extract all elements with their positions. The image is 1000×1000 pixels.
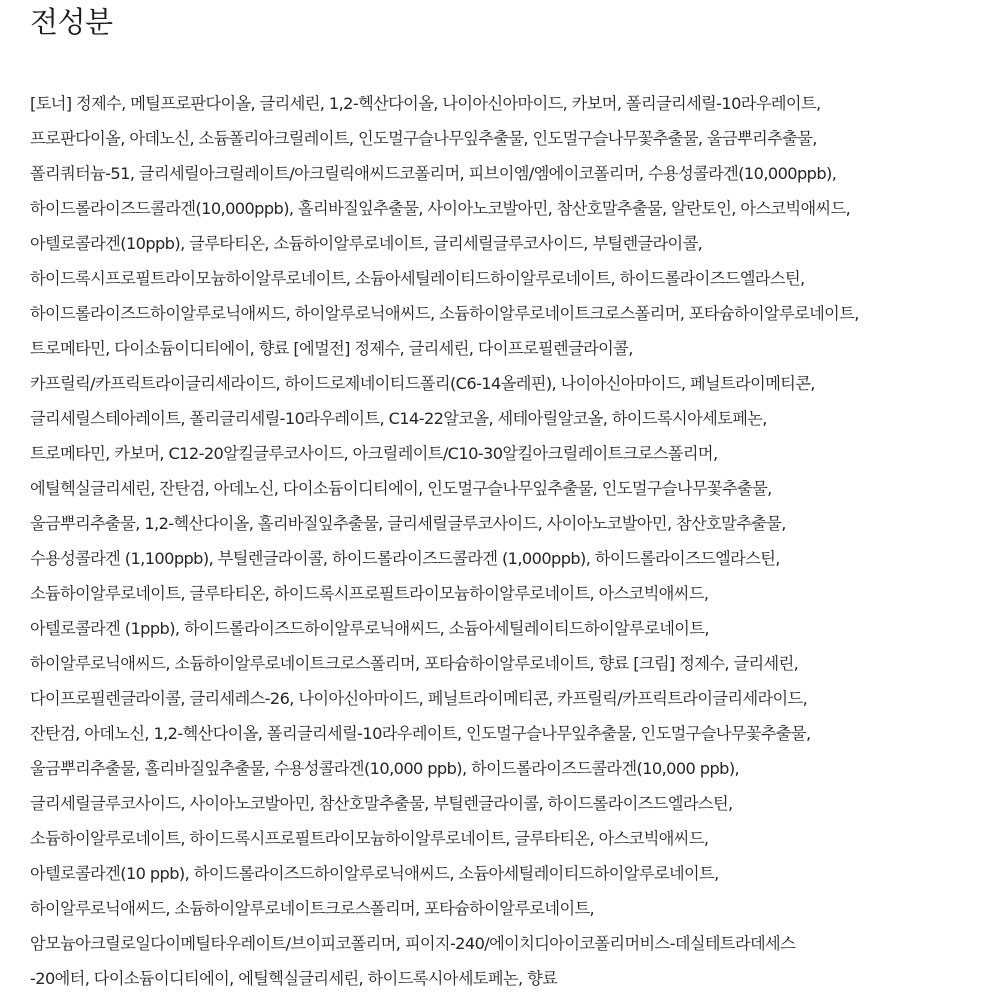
ingredients-line: 하이드록시프로필트라이모늄하이알루로네이트, 소듐아세틸레이티드하이알루로네이트, 하이드롤라이즈드엘라스틴,	[30, 269, 805, 288]
ingredients-line: 아텔로콜라겐(10ppb), 글루타티온, 소듐하이알루로네이트, 글리세릴글루코사이드, 부틸렌글라이콜,	[30, 234, 703, 253]
ingredients-line: 하이알루로닉애씨드, 소듐하이알루로네이트크로스폴리머, 포타슘하이알루로네이트, 향료 [크림] 정제수, 글리세린,	[30, 654, 799, 673]
ingredients-line: -20에터, 다이소듐이디티에이, 에틸헥실글리세린, 하이드록시아세토페논, 향료	[30, 969, 558, 988]
ingredients-line: 아텔로콜라겐(10 ppb), 하이드롤라이즈드하이알루로닉애씨드, 소듐아세틸레이티드하이알루로네이트,	[30, 864, 719, 883]
ingredients-line: 암모늄아크릴로일다이메틸타우레이트/브이피코폴리머, 피이지-240/에이치디아이코폴리머비스-데실테트라데세스	[30, 934, 796, 953]
ingredients-line: 울금뿌리추출물, 1,2-헥산다이올, 홀리바질잎추출물, 글리세릴글루코사이드, 사이아노코발아민, 참산호말추출물,	[30, 514, 786, 533]
ingredients-line: 수용성콜라겐 (1,100ppb), 부틸렌글라이콜, 하이드롤라이즈드콜라겐 (1,000ppb), 하이드롤라이즈드엘라스틴,	[30, 549, 780, 568]
ingredients-line: 하이드롤라이즈드하이알루로닉애씨드, 하이알루로닉애씨드, 소듐하이알루로네이트크로스폴리머, 포타슘하이알루로네이트,	[30, 304, 859, 323]
ingredients-line: 글리세릴글루코사이드, 사이아노코발아민, 참산호말추출물, 부틸렌글라이콜, 하이드롤라이즈드엘라스틴,	[30, 794, 733, 813]
ingredients-list	[30, 86, 990, 996]
ingredients-line: 카프릴릭/카프릭트라이글리세라이드, 하이드로제네이티드폴리(C6-14올레핀), 나이아신아마이드, 페닐트라이메티콘,	[30, 374, 815, 393]
ingredients-line: 다이프로필렌글라이콜, 글리세레스-26, 나이아신아마이드, 페닐트라이메티콘, 카프릴릭/카프릭트라이글리세라이드,	[30, 689, 808, 708]
ingredients-line: 폴리쿼터늄-51, 글리세릴아크릴레이트/아크릴릭애씨드코폴리머, 피브이엠/엠에이코폴리머, 수용성콜라겐(10,000ppb),	[30, 164, 837, 183]
ingredients-line: 하이드롤라이즈드콜라겐(10,000ppb), 홀리바질잎추출물, 사이아노코발아민, 참산호말추출물, 알란토인, 아스코빅애씨드,	[30, 199, 851, 218]
ingredients-line: 트로메타민, 카보머, C12-20알킬글루코사이드, 아크릴레이트/C10-30알킬아크릴레이트크로스폴리머,	[30, 444, 718, 463]
page-title: 전성분	[30, 5, 113, 39]
ingredients-line: 울금뿌리추출물, 홀리바질잎추출물, 수용성콜라겐(10,000 ppb), 하이드롤라이즈드콜라겐(10,000 ppb),	[30, 759, 740, 778]
ingredients-line: [토너] 정제수, 메틸프로판다이올, 글리세린, 1,2-헥산다이올, 나이아신아마이드, 카보머, 폴리글리세릴-10라우레이트,	[30, 94, 821, 113]
ingredients-line: 에틸헥실글리세린, 잔탄검, 아데노신, 다이소듐이디티에이, 인도멀구슬나무잎추출물, 인도멀구슬나무꽃추출물,	[30, 479, 772, 498]
ingredients-line: 프로판다이올, 아데노신, 소듐폴리아크릴레이트, 인도멀구슬나무잎추출물, 인도멀구슬나무꽃추출물, 울금뿌리추출물,	[30, 129, 817, 148]
ingredients-line: 소듐하이알루로네이트, 하이드록시프로필트라이모늄하이알루로네이트, 글루타티온, 아스코빅애씨드,	[30, 829, 709, 848]
ingredients-line: 소듐하이알루로네이트, 글루타티온, 하이드록시프로필트라이모늄하이알루로네이트, 아스코빅애씨드,	[30, 584, 709, 603]
ingredients-line: 잔탄검, 아데노신, 1,2-헥산다이올, 폴리글리세릴-10라우레이트, 인도멀구슬나무잎추출물, 인도멀구슬나무꽃추출물,	[30, 724, 811, 743]
ingredients-line: 트로메타민, 다이소듐이디티에이, 향료 [에멀전] 정제수, 글리세린, 다이프로필렌글라이콜,	[30, 339, 633, 358]
ingredients-line: 하이알루로닉애씨드, 소듐하이알루로네이트크로스폴리머, 포타슘하이알루로네이트,	[30, 899, 595, 918]
ingredients-line: 아텔로콜라겐 (1ppb), 하이드롤라이즈드하이알루로닉애씨드, 소듐아세틸레이티드하이알루로네이트,	[30, 619, 709, 638]
ingredients-line: 글리세릴스테아레이트, 폴리글리세릴-10라우레이트, C14-22알코올, 세테아릴알코올, 하이드록시아세토페논,	[30, 409, 767, 428]
